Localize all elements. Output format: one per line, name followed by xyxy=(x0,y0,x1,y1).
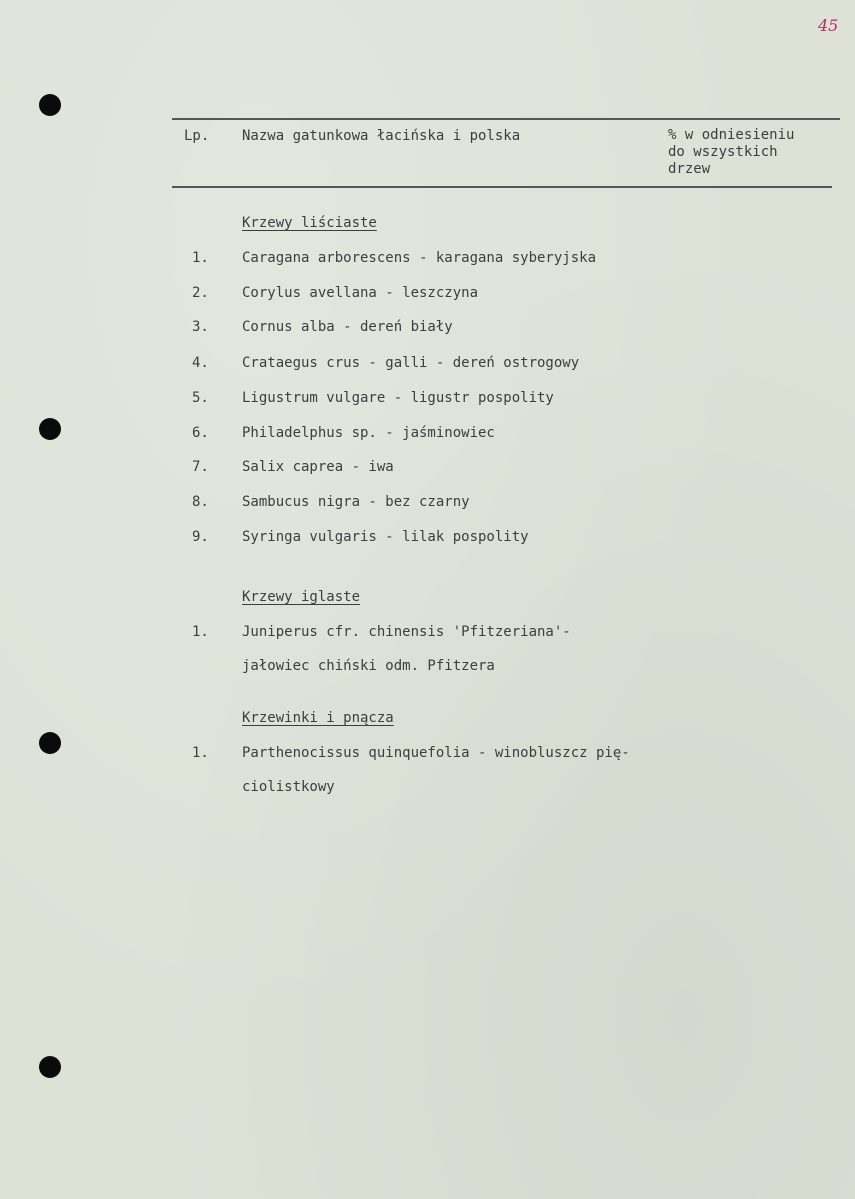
punch-hole xyxy=(39,94,61,116)
list-item-continuation xyxy=(0,778,855,798)
item-number: 1. xyxy=(192,250,209,266)
item-text: Sambucus nigra - bez czarny xyxy=(242,494,470,510)
header-percent xyxy=(668,127,838,178)
header-top-rule xyxy=(172,118,840,120)
item-text-continuation: ciolistkowy xyxy=(242,779,335,795)
item-text-continuation: jałowiec chiński odm. Pfitzera xyxy=(242,658,495,674)
item-text: Salix caprea - iwa xyxy=(242,459,394,475)
list-item xyxy=(0,458,855,478)
item-number: 3. xyxy=(192,319,209,335)
item-number: 5. xyxy=(192,390,209,406)
list-item xyxy=(0,284,855,304)
item-text: Cornus alba - dereń biały xyxy=(242,319,453,335)
list-item-continuation xyxy=(0,657,855,677)
list-item xyxy=(0,744,855,764)
item-number: 2. xyxy=(192,285,209,301)
item-text: Syringa vulgaris - lilak pospolity xyxy=(242,529,529,545)
header-percent-line: do wszystkich xyxy=(668,144,778,160)
item-text: Juniperus cfr. chinensis 'Pfitzeriana'- xyxy=(242,624,571,640)
header-percent-line: drzew xyxy=(668,161,711,177)
list-item xyxy=(0,493,855,513)
list-item xyxy=(0,249,855,269)
list-item xyxy=(0,318,855,338)
item-number: 8. xyxy=(192,494,209,510)
list-item xyxy=(0,623,855,643)
list-item xyxy=(0,354,855,374)
list-item xyxy=(0,389,855,409)
header-name: Nazwa gatunkowa łacińska i polska xyxy=(242,128,521,144)
item-text: Crataegus crus - galli - dereń ostrogowy xyxy=(242,355,580,371)
page-number: 45 xyxy=(818,16,839,35)
punch-hole xyxy=(39,1056,61,1078)
item-number: 1. xyxy=(192,745,209,761)
list-item xyxy=(0,424,855,444)
item-text: Caragana arborescens - karagana syberyjska xyxy=(242,250,597,266)
item-text: Ligustrum vulgare - ligustr pospolity xyxy=(242,390,554,406)
item-text: Parthenocissus quinquefolia - winobluszcz pię- xyxy=(242,745,630,761)
item-text: Philadelphus sp. - jaśminowiec xyxy=(242,425,495,441)
item-number: 4. xyxy=(192,355,209,371)
item-number: 1. xyxy=(192,624,209,640)
section-title: Krzewy iglaste xyxy=(242,589,361,605)
item-number: 7. xyxy=(192,459,209,475)
item-text: Corylus avellana - leszczyna xyxy=(242,285,479,301)
item-number: 9. xyxy=(192,529,209,545)
header-bottom-rule xyxy=(172,186,832,188)
header-lp: Lp. xyxy=(184,128,210,144)
list-item xyxy=(0,528,855,548)
section-title: Krzewinki i pnącza xyxy=(242,710,394,726)
section-title: Krzewy liściaste xyxy=(242,215,377,231)
item-number: 6. xyxy=(192,425,209,441)
header-percent-line: % w odniesieniu xyxy=(668,127,795,143)
